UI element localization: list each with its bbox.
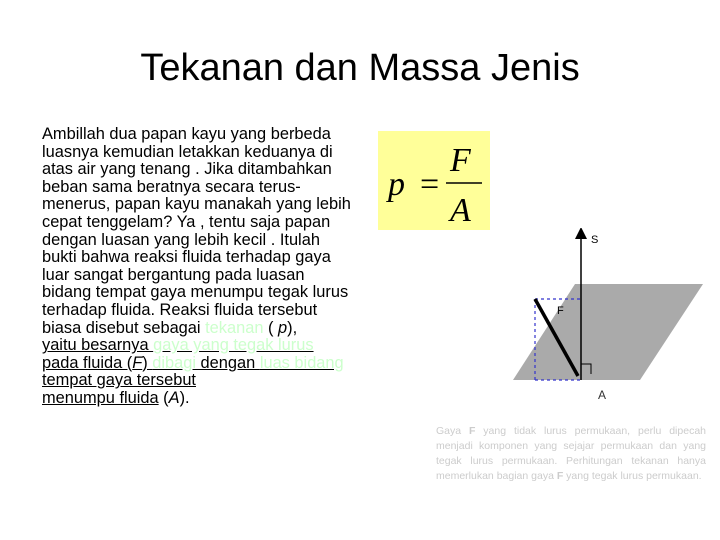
text-part: pada fluida ( bbox=[42, 353, 133, 372]
formula-p: p bbox=[388, 166, 405, 203]
text-part: yaitu besarnya bbox=[42, 336, 154, 355]
text-part: Ambillah dua papan kayu yang berbeda luasnya kemudian letakkan keduanya di atas air yang tenang . Jika ditambahkan beban sama beratnya secara terus-menerus, papan kayu manakah yang lebih cepat tenggelam? Ya , tentu saja papan dengan luasan yang lebih kecil . Itulah bukti bahwa reaksi fluida terhadap gaya luar sangat bergantung pada luasan bidang tempat gaya menumpu tegak lurus terhadap fluida. Reaksi fluida tersebut biasa disebut sebagai bbox=[42, 125, 351, 337]
slide-title: Tekanan dan Massa Jenis bbox=[140, 47, 580, 89]
caption-part: yang tegak lurus permukaan. bbox=[563, 470, 702, 482]
caption-part: yang tidak lurus permukaan, perlu dipecah menjadi komponen yang sejajar permukaan dan yang tegak lurus permukaan. Perhitungan tekanan hanya memerlukan bagian gaya bbox=[436, 425, 706, 482]
caption-symbol-f: F bbox=[556, 470, 564, 482]
text-part: menumpu fluida bbox=[42, 388, 159, 407]
diagram-caption bbox=[436, 424, 706, 484]
text-part: ( bbox=[263, 318, 279, 337]
symbol-p: p bbox=[278, 318, 288, 337]
formula-svg bbox=[378, 131, 490, 230]
formula-numerator: F bbox=[450, 142, 471, 179]
text-part: ) bbox=[142, 353, 153, 372]
symbol-f: F bbox=[132, 353, 143, 372]
keyword-dibagi: dibagi bbox=[152, 353, 196, 372]
text-part: ), bbox=[287, 318, 298, 337]
formula-denominator: A bbox=[450, 192, 471, 229]
force-diagram-svg bbox=[425, 228, 715, 418]
caption-symbol-f: F bbox=[468, 425, 476, 437]
keyword-luas-bidang: luas bidang bbox=[259, 353, 344, 372]
text-part: dengan bbox=[196, 353, 260, 372]
definition-text bbox=[42, 336, 344, 407]
label-s: S bbox=[591, 234, 599, 246]
symbol-a: A bbox=[168, 388, 180, 407]
label-a: A bbox=[598, 388, 607, 402]
formula-equals: = bbox=[420, 166, 440, 203]
pressure-formula bbox=[378, 131, 490, 230]
caption-part: Gaya bbox=[436, 425, 469, 437]
text-part: ). bbox=[179, 388, 190, 407]
text-part: ( bbox=[158, 388, 169, 407]
label-f: F bbox=[557, 305, 564, 317]
keyword-tekanan: tekanan bbox=[205, 318, 264, 337]
force-diagram bbox=[425, 228, 715, 423]
keyword-gaya: gaya yang tegak lurus bbox=[153, 336, 314, 355]
text-part: tempat gaya tersebut bbox=[42, 371, 196, 390]
surface-plane bbox=[513, 284, 703, 380]
body-paragraph bbox=[42, 126, 357, 408]
